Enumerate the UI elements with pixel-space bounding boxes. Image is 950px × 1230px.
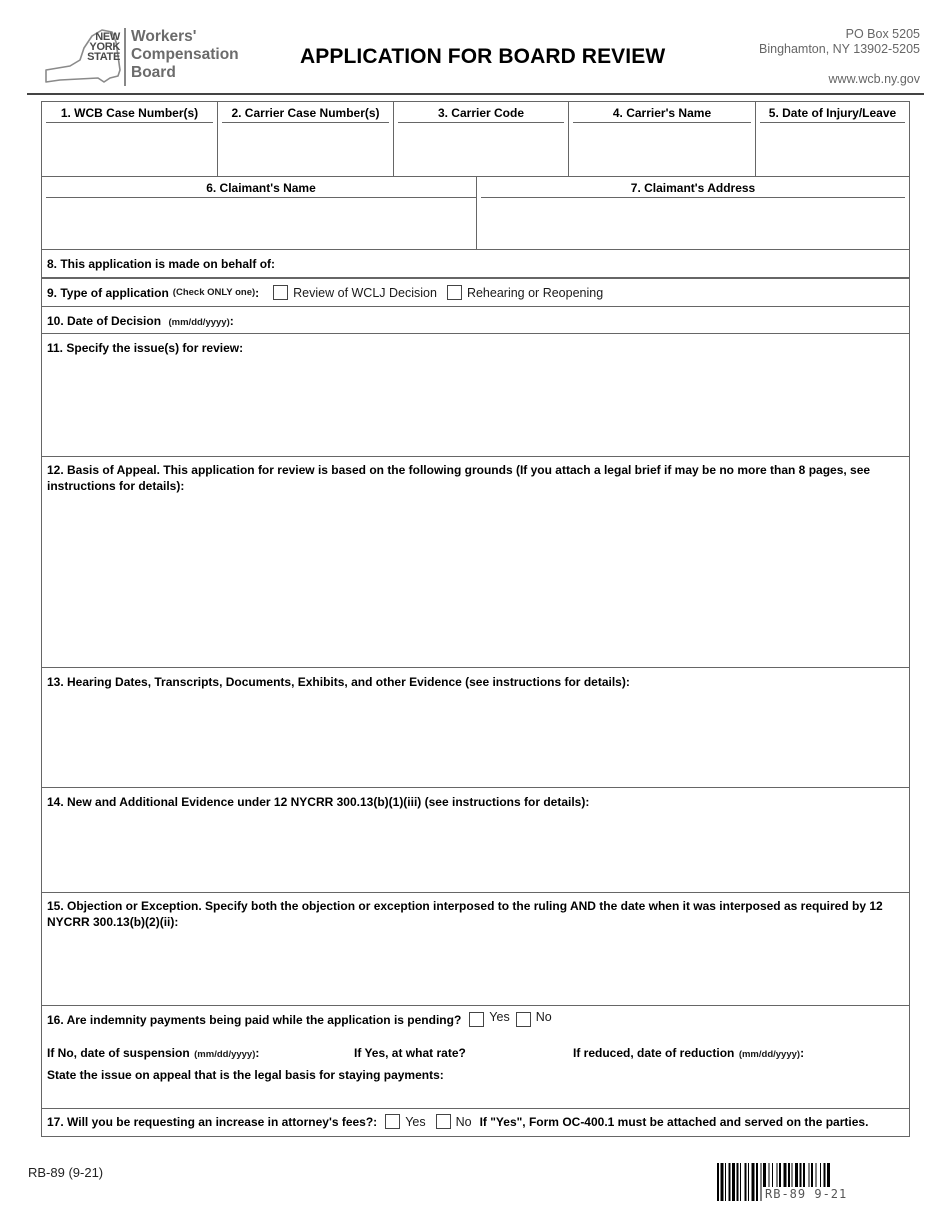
rehearing-checkbox[interactable] <box>447 285 462 300</box>
attorney-fees-yes-checkbox[interactable] <box>385 1114 400 1129</box>
website-link[interactable]: www.wcb.ny.gov <box>828 72 920 86</box>
basis-of-appeal-field[interactable] <box>42 457 909 668</box>
form-code: RB-89 (9-21) <box>28 1165 104 1180</box>
date-of-decision-field[interactable]: 10. Date of Decision (mm/dd/yyyy): <box>42 307 909 334</box>
date-of-decision-label: 10. Date of Decision <box>47 314 162 328</box>
carrier-case-number-field[interactable] <box>218 102 394 176</box>
date-of-injury-field[interactable] <box>756 102 909 176</box>
header-divider <box>27 93 924 95</box>
indemnity-no-label: No <box>535 1009 552 1024</box>
hearing-evidence-field[interactable] <box>42 668 909 788</box>
application-type-label: 9. Type of application <box>47 285 169 300</box>
indemnity-question-label: 16. Are indemnity payments being paid while the application is pending? <box>47 1012 462 1027</box>
case-info-row <box>42 102 909 177</box>
basis-of-appeal-label: 12. Basis of Appeal. This application for review is based on the following grounds (If you attach a legal brief if may be no more than 8 pages, see instructions for details): <box>47 463 871 493</box>
payment-rate-field[interactable] <box>354 1044 466 1062</box>
barcode-text: RB-89 9-21 <box>765 1187 848 1201</box>
indemnity-payments-section <box>42 1006 909 1109</box>
claimant-name-label: 6. Claimant's Name <box>46 181 476 198</box>
application-type-note: (Check ONLY one) <box>172 287 256 298</box>
new-evidence-label: 14. New and Additional Evidence under 12 NYCRR 300.13(b)(1)(iii) (see instructions for details): <box>47 795 590 809</box>
wcb-logo <box>40 26 240 88</box>
issues-for-review-field[interactable] <box>42 334 909 457</box>
application-form <box>41 101 910 1137</box>
claimant-name-field[interactable] <box>42 177 476 249</box>
reduction-date-field[interactable]: If reduced, date of reduction (mm/dd/yyyy): <box>573 1046 805 1060</box>
carrier-name-field[interactable] <box>569 102 756 176</box>
carrier-name-label: 4. Carrier's Name <box>573 106 751 123</box>
claimant-address-label: 7. Claimant's Address <box>481 181 905 198</box>
indemnity-yes-label: Yes <box>489 1009 510 1024</box>
issues-for-review-label: 11. Specify the issue(s) for review: <box>47 341 244 355</box>
review-wclj-label: Review of WCLJ Decision <box>293 285 437 300</box>
wcb-case-number-field[interactable] <box>42 102 218 176</box>
payment-rate-label: If Yes, at what rate? <box>354 1046 466 1060</box>
new-evidence-field[interactable] <box>42 788 909 893</box>
behalf-of-label: 8. This application is made on behalf of: <box>47 257 276 271</box>
application-type-row <box>42 279 909 307</box>
logo-divider <box>124 28 126 86</box>
stay-issue-field[interactable] <box>47 1066 444 1084</box>
carrier-code-label: 3. Carrier Code <box>398 106 564 123</box>
attorney-fees-no-label: No <box>455 1114 472 1129</box>
attorney-fees-label: 17. Will you be requesting an increase in attorney's fees?: <box>47 1114 378 1129</box>
suspension-date-label: If No, date of suspension <box>47 1046 190 1060</box>
indemnity-yes-checkbox[interactable] <box>469 1012 484 1027</box>
suspension-date-note: (mm/dd/yyyy) <box>194 1049 256 1060</box>
mailing-address: PO Box 5205 Binghamton, NY 13902-5205 <box>759 27 920 56</box>
carrier-case-number-label: 2. Carrier Case Number(s) <box>222 106 389 123</box>
reduction-date-label: If reduced, date of reduction <box>573 1046 735 1060</box>
review-wclj-checkbox[interactable] <box>273 285 288 300</box>
carrier-code-field[interactable] <box>394 102 569 176</box>
logo-agency-text: Workers' Compensation Board <box>131 28 239 81</box>
objection-exception-field[interactable] <box>42 893 909 1006</box>
attorney-fees-no-checkbox[interactable] <box>436 1114 451 1129</box>
indemnity-no-checkbox[interactable] <box>516 1012 531 1027</box>
date-of-injury-label: 5. Date of Injury/Leave <box>760 106 905 123</box>
objection-exception-label: 15. Objection or Exception. Specify both the objection or exception interposed to the ruling AND the date when it was interposed as required by 12 NYCRR 300.13(b)(2)(ii): <box>47 899 883 929</box>
attorney-fees-note: If "Yes", Form OC-400.1 must be attached and served on the parties. <box>479 1114 869 1129</box>
wcb-case-number-label: 1. WCB Case Number(s) <box>46 106 213 123</box>
form-barcode <box>717 1163 908 1201</box>
stay-issue-label: State the issue on appeal that is the legal basis for staying payments: <box>47 1068 444 1082</box>
claimant-address-field[interactable] <box>476 177 909 249</box>
date-of-decision-note: (mm/dd/yyyy) <box>168 317 230 328</box>
form-title: APPLICATION FOR BOARD REVIEW <box>300 45 666 68</box>
reduction-date-note: (mm/dd/yyyy) <box>738 1049 801 1060</box>
behalf-of-field[interactable] <box>42 250 909 279</box>
attorney-fees-yes-label: Yes <box>405 1114 426 1129</box>
hearing-evidence-label: 13. Hearing Dates, Transcripts, Documents, Exhibits, and other Evidence (see instructions for details): <box>47 675 630 689</box>
attorney-fees-row <box>42 1109 909 1137</box>
logo-state-text: NEW YORK STATE <box>87 31 120 63</box>
application-type-colon: : <box>255 285 260 300</box>
rehearing-label: Rehearing or Reopening <box>466 285 604 300</box>
suspension-date-field[interactable]: If No, date of suspension (mm/dd/yyyy): <box>47 1046 260 1060</box>
claimant-row <box>42 177 909 250</box>
